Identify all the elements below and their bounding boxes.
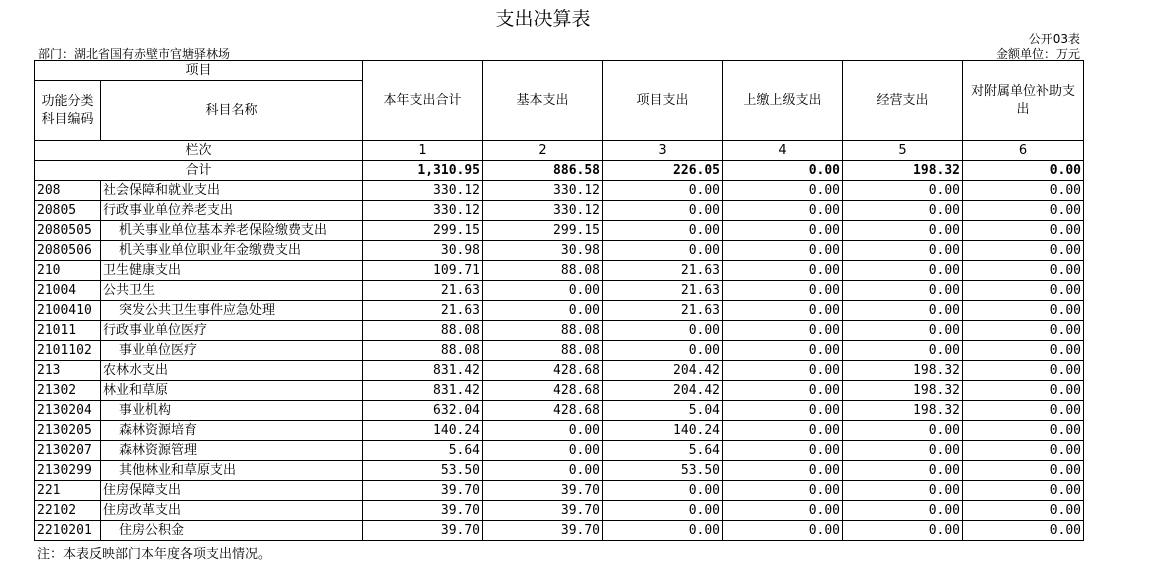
subject-name-cell: 森林资源管理 bbox=[101, 441, 363, 461]
function-code-cell: 2130204 bbox=[35, 401, 101, 421]
table-row bbox=[35, 301, 1084, 321]
table-row bbox=[35, 481, 1084, 501]
amount-cell: 330.12 bbox=[363, 201, 483, 221]
footnote: 注：本表反映部门本年度各项支出情况。 bbox=[37, 547, 272, 562]
column-number: 4 bbox=[723, 141, 843, 161]
amount-cell: 0.00 bbox=[723, 401, 843, 421]
amount-cell: 198.32 bbox=[843, 381, 963, 401]
subject-name-cell: 机关事业单位基本养老保险缴费支出 bbox=[101, 221, 363, 241]
amount-cell: 88.08 bbox=[483, 341, 603, 361]
amount-cell: 0.00 bbox=[603, 481, 723, 501]
amount-cell: 21.63 bbox=[603, 301, 723, 321]
amount-cell: 0.00 bbox=[603, 241, 723, 261]
amount-cell: 0.00 bbox=[843, 521, 963, 541]
amount-cell: 204.42 bbox=[603, 361, 723, 381]
amount-cell: 0.00 bbox=[963, 421, 1084, 441]
column-header: 基本支出 bbox=[483, 61, 603, 141]
total-label: 合计 bbox=[35, 161, 363, 181]
amount-cell: 428.68 bbox=[483, 361, 603, 381]
subject-name-cell: 行政事业单位养老支出 bbox=[101, 201, 363, 221]
amount-cell: 21.63 bbox=[363, 301, 483, 321]
amount-cell: 0.00 bbox=[843, 481, 963, 501]
subject-name-cell: 行政事业单位医疗 bbox=[101, 321, 363, 341]
amount-cell: 0.00 bbox=[483, 461, 603, 481]
amount-cell: 109.71 bbox=[363, 261, 483, 281]
amount-cell: 0.00 bbox=[843, 261, 963, 281]
subject-name-cell: 森林资源培育 bbox=[101, 421, 363, 441]
total-value: 0.00 bbox=[963, 161, 1084, 181]
amount-cell: 204.42 bbox=[603, 381, 723, 401]
amount-cell: 0.00 bbox=[963, 381, 1084, 401]
subject-name-cell: 住房改革支出 bbox=[101, 501, 363, 521]
amount-cell: 0.00 bbox=[963, 201, 1084, 221]
department-label: 部门：湖北省国有赤壁市官塘驿林场 bbox=[38, 47, 231, 61]
amount-cell: 299.15 bbox=[483, 221, 603, 241]
function-code-cell: 2130207 bbox=[35, 441, 101, 461]
function-code-cell: 221 bbox=[35, 481, 101, 501]
amount-cell: 198.32 bbox=[843, 361, 963, 381]
amount-cell: 0.00 bbox=[843, 421, 963, 441]
amount-cell: 0.00 bbox=[723, 441, 843, 461]
amount-cell: 140.24 bbox=[363, 421, 483, 441]
amount-cell: 0.00 bbox=[963, 341, 1084, 361]
amount-cell: 0.00 bbox=[963, 521, 1084, 541]
amount-cell: 0.00 bbox=[963, 261, 1084, 281]
total-value: 198.32 bbox=[843, 161, 963, 181]
subject-name-cell: 林业和草原 bbox=[101, 381, 363, 401]
amount-cell: 88.08 bbox=[363, 321, 483, 341]
table-row bbox=[35, 441, 1084, 461]
amount-cell: 0.00 bbox=[843, 181, 963, 201]
subject-name-header: 科目名称 bbox=[101, 81, 363, 141]
subject-name-cell: 事业机构 bbox=[101, 401, 363, 421]
function-code-cell: 2080506 bbox=[35, 241, 101, 261]
function-code-cell: 213 bbox=[35, 361, 101, 381]
subject-name-cell: 机关事业单位职业年金缴费支出 bbox=[101, 241, 363, 261]
amount-cell: 0.00 bbox=[963, 501, 1084, 521]
table-row bbox=[35, 321, 1084, 341]
amount-cell: 330.12 bbox=[483, 181, 603, 201]
table-row bbox=[35, 381, 1084, 401]
function-code-cell: 2210201 bbox=[35, 521, 101, 541]
amount-cell: 428.68 bbox=[483, 401, 603, 421]
table-row bbox=[35, 521, 1084, 541]
column-number: 2 bbox=[483, 141, 603, 161]
amount-cell: 0.00 bbox=[963, 481, 1084, 501]
amount-cell: 0.00 bbox=[723, 281, 843, 301]
table-row bbox=[35, 181, 1084, 201]
function-code-cell: 2130299 bbox=[35, 461, 101, 481]
amount-cell: 0.00 bbox=[963, 281, 1084, 301]
amount-cell: 30.98 bbox=[363, 241, 483, 261]
amount-cell: 0.00 bbox=[723, 481, 843, 501]
amount-cell: 0.00 bbox=[963, 221, 1084, 241]
subject-name-cell: 其他林业和草原支出 bbox=[101, 461, 363, 481]
amount-cell: 0.00 bbox=[843, 221, 963, 241]
amount-cell: 0.00 bbox=[963, 321, 1084, 341]
amount-cell: 39.70 bbox=[363, 481, 483, 501]
amount-cell: 88.08 bbox=[363, 341, 483, 361]
function-code-cell: 22102 bbox=[35, 501, 101, 521]
amount-cell: 299.15 bbox=[363, 221, 483, 241]
amount-cell: 0.00 bbox=[843, 241, 963, 261]
column-header: 项目支出 bbox=[603, 61, 723, 141]
amount-cell: 39.70 bbox=[363, 521, 483, 541]
subject-name-cell: 公共卫生 bbox=[101, 281, 363, 301]
total-row bbox=[35, 161, 1084, 181]
amount-cell: 198.32 bbox=[843, 401, 963, 421]
column-number: 6 bbox=[963, 141, 1084, 161]
amount-cell: 0.00 bbox=[963, 181, 1084, 201]
amount-cell: 0.00 bbox=[963, 241, 1084, 261]
amount-cell: 0.00 bbox=[843, 321, 963, 341]
subject-name-cell: 卫生健康支出 bbox=[101, 261, 363, 281]
table-row bbox=[35, 261, 1084, 281]
table-row bbox=[35, 281, 1084, 301]
amount-cell: 0.00 bbox=[603, 521, 723, 541]
amount-cell: 0.00 bbox=[723, 181, 843, 201]
amount-cell: 53.50 bbox=[603, 461, 723, 481]
amount-cell: 0.00 bbox=[723, 241, 843, 261]
amount-cell: 0.00 bbox=[843, 281, 963, 301]
amount-cell: 140.24 bbox=[603, 421, 723, 441]
amount-cell: 0.00 bbox=[603, 321, 723, 341]
amount-cell: 0.00 bbox=[603, 201, 723, 221]
function-code-cell: 21004 bbox=[35, 281, 101, 301]
function-code-cell: 2101102 bbox=[35, 341, 101, 361]
function-code-cell: 20805 bbox=[35, 201, 101, 221]
table-row bbox=[35, 201, 1084, 221]
amount-cell: 0.00 bbox=[723, 521, 843, 541]
amount-cell: 0.00 bbox=[723, 261, 843, 281]
column-header: 对附属单位补助支出 bbox=[963, 61, 1084, 141]
table-row bbox=[35, 401, 1084, 421]
row-index-label: 栏次 bbox=[35, 141, 363, 161]
amount-cell: 0.00 bbox=[843, 301, 963, 321]
function-code-cell: 2130205 bbox=[35, 421, 101, 441]
amount-cell: 88.08 bbox=[483, 321, 603, 341]
table-row bbox=[35, 341, 1084, 361]
amount-cell: 30.98 bbox=[483, 241, 603, 261]
currency-unit-label: 金额单位：万元 bbox=[995, 47, 1080, 61]
form-number: 公开03表 bbox=[1028, 32, 1080, 46]
subject-name-cell: 社会保障和就业支出 bbox=[101, 181, 363, 201]
function-code-cell: 21302 bbox=[35, 381, 101, 401]
amount-cell: 39.70 bbox=[363, 501, 483, 521]
amount-cell: 0.00 bbox=[723, 461, 843, 481]
amount-cell: 0.00 bbox=[723, 321, 843, 341]
amount-cell: 5.04 bbox=[603, 401, 723, 421]
column-header: 经营支出 bbox=[843, 61, 963, 141]
amount-cell: 0.00 bbox=[843, 201, 963, 221]
amount-cell: 0.00 bbox=[963, 361, 1084, 381]
function-code-header: 功能分类科目编码 bbox=[35, 81, 101, 141]
project-header: 项目 bbox=[35, 61, 363, 81]
amount-cell: 39.70 bbox=[483, 501, 603, 521]
column-header: 本年支出合计 bbox=[363, 61, 483, 141]
function-code-cell: 208 bbox=[35, 181, 101, 201]
amount-cell: 0.00 bbox=[483, 301, 603, 321]
subject-name-cell: 住房公积金 bbox=[101, 521, 363, 541]
amount-cell: 0.00 bbox=[723, 421, 843, 441]
table-row bbox=[35, 241, 1084, 261]
amount-cell: 0.00 bbox=[723, 381, 843, 401]
table-row bbox=[35, 361, 1084, 381]
header-row-project bbox=[35, 61, 1084, 81]
amount-cell: 5.64 bbox=[603, 441, 723, 461]
expenditure-table bbox=[34, 60, 1084, 541]
amount-cell: 330.12 bbox=[483, 201, 603, 221]
amount-cell: 0.00 bbox=[963, 301, 1084, 321]
report-title: 支出决算表 bbox=[495, 8, 591, 30]
column-number: 5 bbox=[843, 141, 963, 161]
table-row bbox=[35, 421, 1084, 441]
column-number-row bbox=[35, 141, 1084, 161]
total-value: 0.00 bbox=[723, 161, 843, 181]
amount-cell: 0.00 bbox=[963, 441, 1084, 461]
amount-cell: 0.00 bbox=[723, 501, 843, 521]
table-row bbox=[35, 501, 1084, 521]
function-code-cell: 2080505 bbox=[35, 221, 101, 241]
amount-cell: 0.00 bbox=[843, 441, 963, 461]
amount-cell: 632.04 bbox=[363, 401, 483, 421]
amount-cell: 0.00 bbox=[723, 201, 843, 221]
amount-cell: 0.00 bbox=[603, 181, 723, 201]
amount-cell: 0.00 bbox=[603, 221, 723, 241]
amount-cell: 39.70 bbox=[483, 481, 603, 501]
amount-cell: 0.00 bbox=[483, 281, 603, 301]
amount-cell: 0.00 bbox=[843, 461, 963, 481]
amount-cell: 0.00 bbox=[723, 301, 843, 321]
amount-cell: 0.00 bbox=[723, 221, 843, 241]
amount-cell: 831.42 bbox=[363, 381, 483, 401]
amount-cell: 5.64 bbox=[363, 441, 483, 461]
function-code-cell: 210 bbox=[35, 261, 101, 281]
total-value: 886.58 bbox=[483, 161, 603, 181]
amount-cell: 0.00 bbox=[963, 461, 1084, 481]
column-number: 3 bbox=[603, 141, 723, 161]
function-code-cell: 21011 bbox=[35, 321, 101, 341]
amount-cell: 39.70 bbox=[483, 521, 603, 541]
amount-cell: 88.08 bbox=[483, 261, 603, 281]
amount-cell: 0.00 bbox=[843, 341, 963, 361]
amount-cell: 21.63 bbox=[603, 261, 723, 281]
function-code-cell: 2100410 bbox=[35, 301, 101, 321]
subject-name-cell: 事业单位医疗 bbox=[101, 341, 363, 361]
amount-cell: 0.00 bbox=[603, 341, 723, 361]
amount-cell: 0.00 bbox=[483, 421, 603, 441]
subject-name-cell: 住房保障支出 bbox=[101, 481, 363, 501]
amount-cell: 0.00 bbox=[483, 441, 603, 461]
amount-cell: 0.00 bbox=[603, 501, 723, 521]
amount-cell: 0.00 bbox=[723, 361, 843, 381]
amount-cell: 0.00 bbox=[963, 401, 1084, 421]
subject-name-cell: 农林水支出 bbox=[101, 361, 363, 381]
amount-cell: 0.00 bbox=[723, 341, 843, 361]
amount-cell: 330.12 bbox=[363, 181, 483, 201]
amount-cell: 428.68 bbox=[483, 381, 603, 401]
table-row bbox=[35, 221, 1084, 241]
amount-cell: 831.42 bbox=[363, 361, 483, 381]
amount-cell: 53.50 bbox=[363, 461, 483, 481]
subject-name-cell: 突发公共卫生事件应急处理 bbox=[101, 301, 363, 321]
total-value: 1,310.95 bbox=[363, 161, 483, 181]
amount-cell: 21.63 bbox=[363, 281, 483, 301]
column-number: 1 bbox=[363, 141, 483, 161]
amount-cell: 0.00 bbox=[843, 501, 963, 521]
table-row bbox=[35, 461, 1084, 481]
total-value: 226.05 bbox=[603, 161, 723, 181]
amount-cell: 21.63 bbox=[603, 281, 723, 301]
column-header: 上缴上级支出 bbox=[723, 61, 843, 141]
